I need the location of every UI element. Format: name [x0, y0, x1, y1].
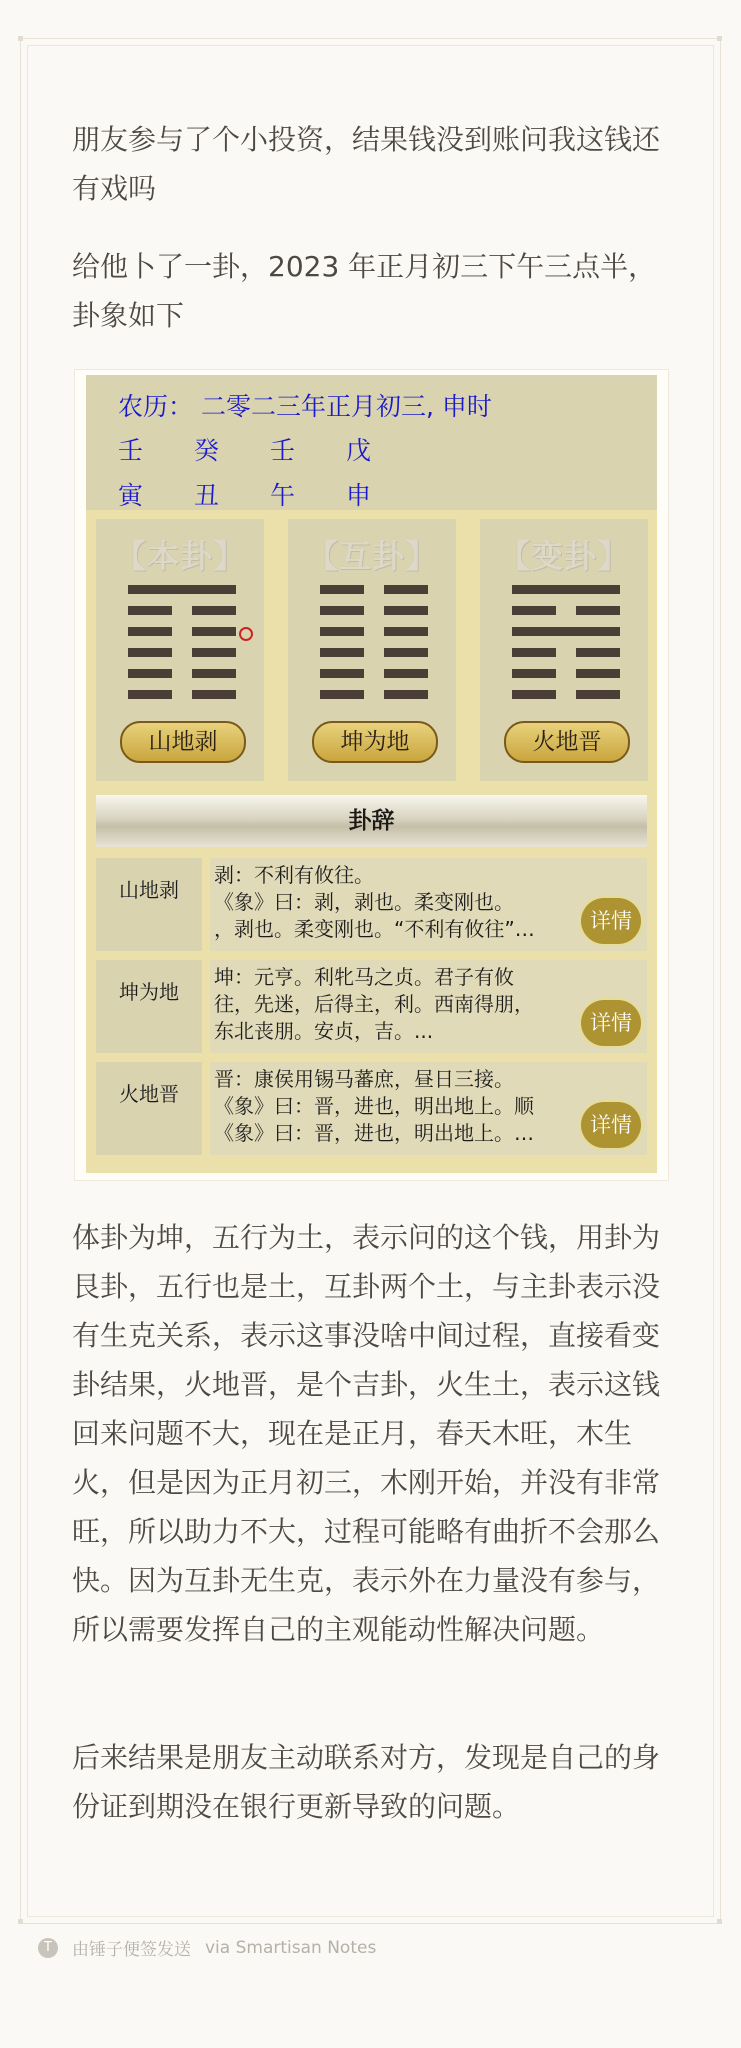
- line-segment: [512, 606, 556, 615]
- panel-ben-gua: [96, 519, 264, 781]
- yin-line: [128, 690, 236, 699]
- footer: [38, 1935, 376, 1960]
- line-segment: [192, 648, 236, 657]
- line-segment: [576, 669, 620, 678]
- yin-line: [320, 669, 428, 678]
- guaci-row-text: [210, 858, 647, 951]
- guaci-line: 东北丧朋。安贞，吉。...: [214, 1019, 434, 1043]
- calendar-header: [86, 375, 657, 510]
- panel-bian-gua: [480, 519, 648, 781]
- yin-line: [320, 648, 428, 657]
- hexagram-name-button[interactable]: 山地剥: [120, 721, 246, 763]
- divination-screenshot: [75, 370, 668, 1180]
- panel-hu-gua: [288, 519, 456, 781]
- guaci-header: 卦辞: [96, 795, 647, 847]
- hexagram-name-button[interactable]: 火地晋: [504, 721, 630, 763]
- guaci-line: 晋：康侯用锡马蕃庶，昼日三接。: [214, 1067, 514, 1091]
- line-segment: [128, 627, 172, 636]
- line-segment: [384, 627, 428, 636]
- guaci-line: 坤：元亨。利牝马之贞。君子有攸: [214, 965, 514, 989]
- yin-line: [128, 627, 236, 636]
- guaci-line: 《象》曰：剥，剥也。柔变刚也。: [214, 890, 514, 914]
- guaci-row-text: [210, 1062, 647, 1155]
- line-segment: [384, 648, 428, 657]
- guaci-line: 《象》曰：晋，进也，明出地上。顺: [214, 1094, 534, 1118]
- frame-corner: [717, 36, 722, 41]
- frame-corner: [18, 36, 23, 41]
- frame-corner: [18, 1919, 23, 1924]
- line-segment: [512, 627, 620, 636]
- stem-year: 壬: [118, 436, 144, 465]
- panel-title: 【变卦】: [497, 537, 630, 575]
- guaci-line: 往，先迷，后得主，利。西南得朋，: [214, 992, 534, 1016]
- branch-month: 丑: [194, 481, 220, 510]
- details-button[interactable]: 详情: [581, 1102, 641, 1148]
- paragraph-analysis: 体卦为坤，五行为土，表示问的这个钱，用卦为艮卦，五行也是土，互卦两个土，与主卦表示没有生克关系，表示这事没啥中间过程，直接看变卦结果，火地晋，是个吉卦，火生土，表示这钱回来问题不大，现在是正月，春天木旺，木生火，但是因为正月初三，木刚开始，并没有非常旺，所以助力不大，过程可能略有曲折不会那么快。因为互卦无生克，表示外在力量没有参与，所以需要发挥自己的主观能动性解决问题。: [72, 1221, 661, 1646]
- branch-hour: 申: [346, 481, 372, 510]
- panel-title: 【本卦】: [113, 537, 246, 575]
- line-segment: [320, 669, 364, 678]
- line-segment: [512, 648, 556, 657]
- yin-line: [128, 606, 236, 615]
- stem-day: 壬: [270, 436, 296, 465]
- branch-year: 寅: [118, 481, 144, 510]
- yin-line: [320, 585, 428, 594]
- stem-hour: 戊: [346, 436, 372, 465]
- branch-day: 午: [270, 481, 296, 510]
- yin-line: [320, 606, 428, 615]
- line-segment: [128, 690, 172, 699]
- moving-line-marker-icon: [239, 627, 253, 641]
- line-segment: [128, 648, 172, 657]
- line-segment: [576, 690, 620, 699]
- line-segment: [512, 669, 556, 678]
- guaci-line: 剥：不利有攸往。: [214, 863, 374, 887]
- yang-line: [512, 627, 620, 636]
- guaci-line: 《象》曰：晋，进也，明出地上。…: [214, 1121, 534, 1145]
- guaci-row-name: 火地晋: [96, 1062, 202, 1155]
- stem-month: 癸: [194, 436, 220, 465]
- hexagram-name-button[interactable]: 坤为地: [312, 721, 438, 763]
- line-segment: [192, 669, 236, 678]
- yang-line: [128, 585, 236, 594]
- line-segment: [320, 648, 364, 657]
- yin-line: [320, 690, 428, 699]
- details-button[interactable]: 详情: [581, 898, 641, 944]
- line-segment: [320, 585, 364, 594]
- line-segment: [384, 606, 428, 615]
- guaci-row-text: [210, 960, 647, 1053]
- guaci-line: ，剥也。柔变刚也。“不利有攸往”…: [214, 917, 535, 941]
- yin-line: [512, 690, 620, 699]
- smartisan-t-icon: T: [38, 1938, 58, 1958]
- line-segment: [384, 669, 428, 678]
- panel-title: 【互卦】: [305, 537, 438, 575]
- line-segment: [320, 606, 364, 615]
- line-segment: [128, 669, 172, 678]
- line-segment: [320, 627, 364, 636]
- guaci-row-name: 坤为地: [96, 960, 202, 1053]
- yin-line: [512, 669, 620, 678]
- frame-corner: [717, 1919, 722, 1924]
- line-segment: [192, 606, 236, 615]
- paragraph-divination-time: 给他卜了一卦，2023 年正月初三下午三点半，卦象如下: [72, 250, 657, 332]
- divination-app: [86, 375, 657, 1173]
- line-segment: [512, 585, 620, 594]
- line-segment: [128, 606, 172, 615]
- yang-line: [512, 585, 620, 594]
- line-segment: [128, 585, 236, 594]
- lunar-date: 农历： 二零二三年正月初三, 申时: [118, 392, 492, 421]
- sent-from-label: 由锤子便签发送: [72, 1940, 191, 1960]
- yin-line: [512, 648, 620, 657]
- line-segment: [512, 690, 556, 699]
- line-segment: [192, 690, 236, 699]
- line-segment: [192, 627, 236, 636]
- yin-line: [128, 648, 236, 657]
- yin-line: [320, 627, 428, 636]
- details-button[interactable]: 详情: [581, 1000, 641, 1046]
- line-segment: [384, 690, 428, 699]
- via-label: via Smartisan Notes: [205, 1937, 377, 1958]
- line-segment: [576, 606, 620, 615]
- paragraph-result: 后来结果是朋友主动联系对方，发现是自己的身份证到期没在银行更新导致的问题。: [72, 1741, 661, 1823]
- line-segment: [384, 585, 428, 594]
- yin-line: [128, 669, 236, 678]
- yin-line: [512, 606, 620, 615]
- guaci-row-name: 山地剥: [96, 858, 202, 951]
- paragraph-question: 朋友参与了个小投资，结果钱没到账问我这钱还有戏吗: [72, 123, 661, 205]
- line-segment: [320, 690, 364, 699]
- line-segment: [576, 648, 620, 657]
